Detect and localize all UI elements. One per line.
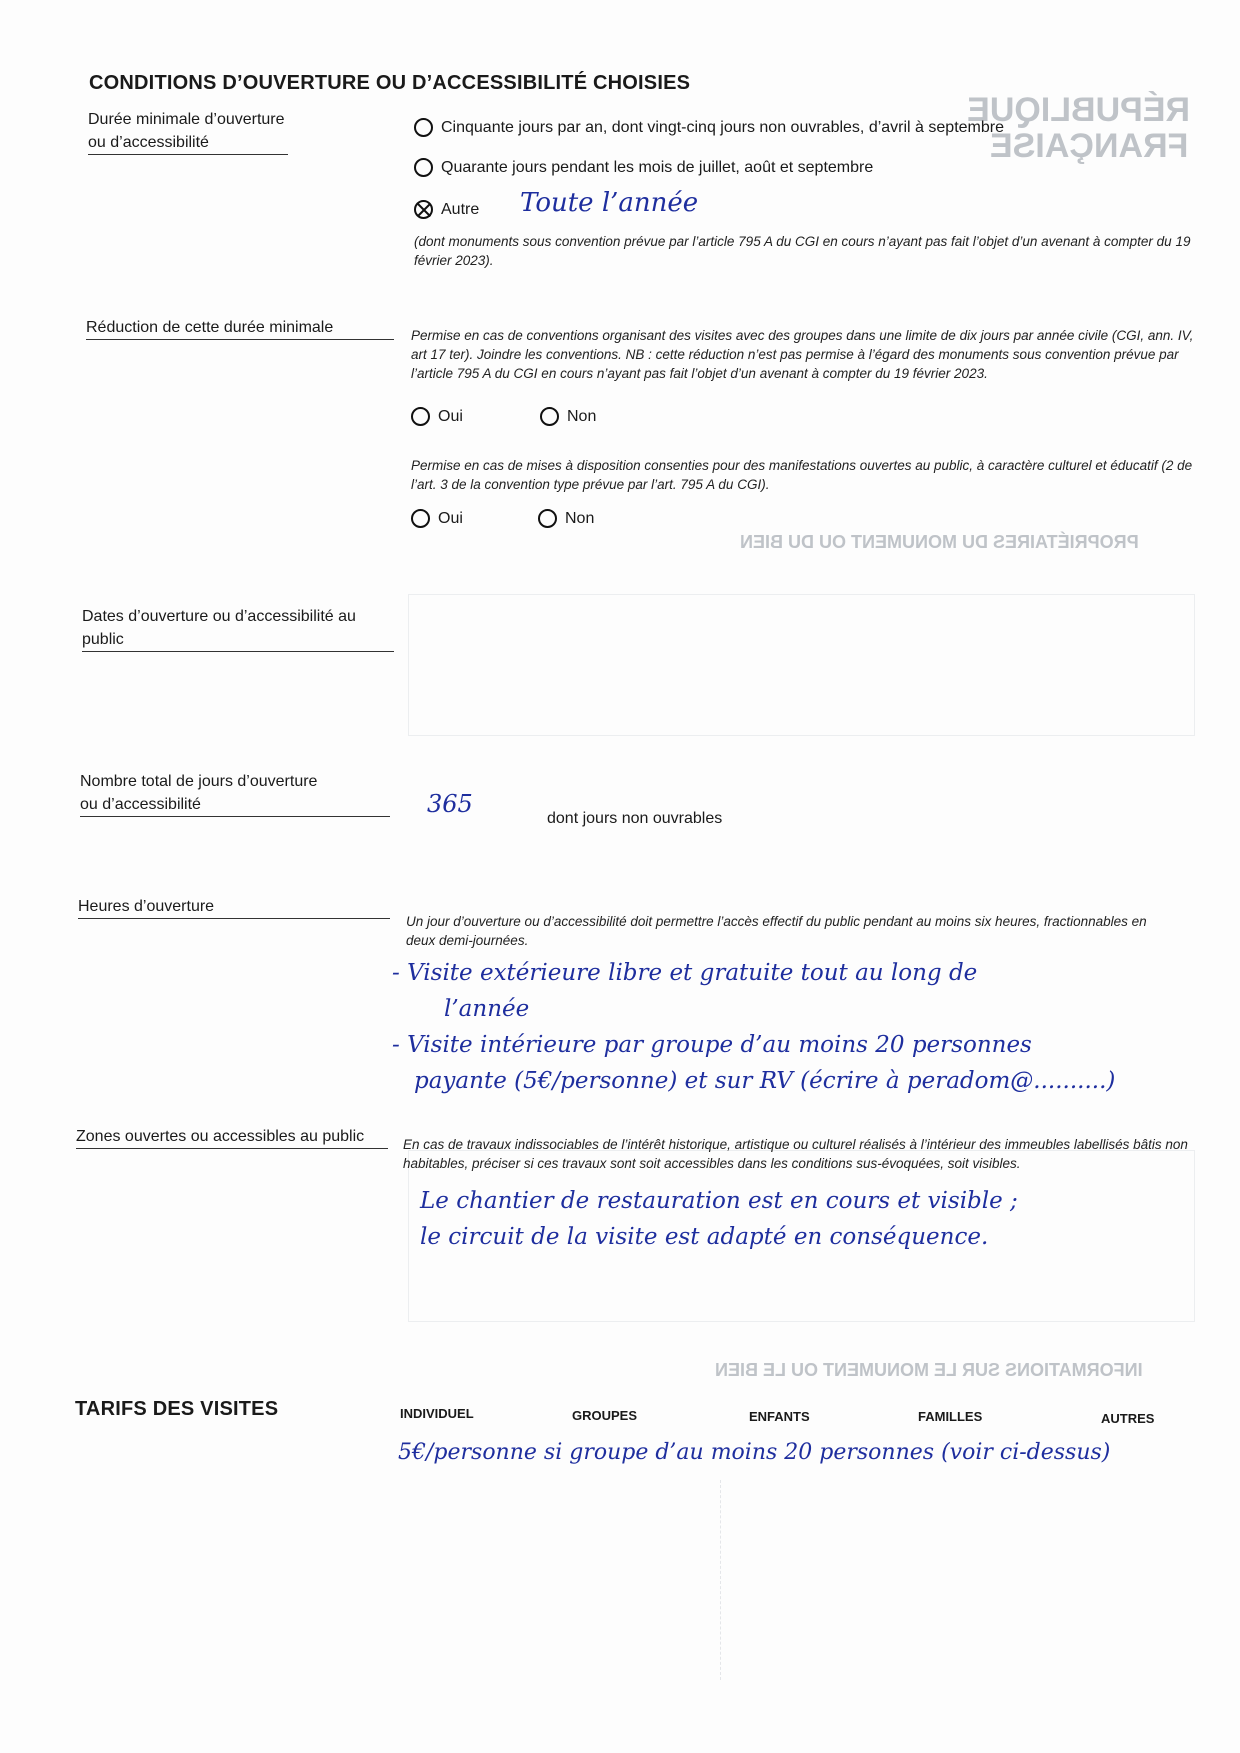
reduction-oui-1[interactable]: [411, 407, 463, 426]
duree-option-autre[interactable]: [414, 200, 479, 219]
radio-reduction-oui-2[interactable]: [411, 509, 430, 528]
non-ouvrables-label: dont jours non ouvrables: [547, 810, 723, 827]
autre-handwritten-value: Toute l’année: [520, 188, 699, 218]
reduction-oui-2-label: Oui: [438, 509, 463, 527]
heures-hand-line-4: payante (5€/personne) et sur RV (écrire à peradom@..........): [414, 1068, 1116, 1094]
reduction-oui-2[interactable]: [411, 509, 463, 528]
tarifs-col-autres: AUTRES: [1101, 1411, 1155, 1426]
zones-hand-line-2: le circuit de la visite est adapté en conséquence.: [420, 1224, 989, 1250]
duree-option-cinquante[interactable]: [414, 118, 1004, 137]
reduction-note-2: Permise en cas de mises à disposition consenties pour des manifestations ouvertes au public, à caractère culturel et éducatif (2 de l’art. 3 de la convention type prévue par l’art. 795 A du CGI).: [411, 458, 1193, 492]
dates-field[interactable]: [410, 596, 1200, 686]
bleed-through-proprietaires: PROPRIÉTAIRES DU MONUMENT OU DU BIEN: [740, 532, 1139, 552]
reduction-oui-1-label: Oui: [438, 407, 463, 425]
nombre-value: 365: [427, 790, 473, 818]
duree-label: Durée minimale d’ouverture ou d’accessibilité: [88, 108, 288, 155]
bleed-through-republique: RÉPUBLIQUE FRANÇAISE: [967, 91, 1190, 165]
option-cinquante-label: Cinquante jours par an, dont vingt-cinq jours non ouvrables, d’avril à septembre: [441, 118, 1004, 136]
reduction-non-2-label: Non: [565, 509, 595, 527]
zones-handwritten: [420, 1183, 1200, 1255]
bleed-through-handwriting: [720, 1480, 1141, 1680]
tarifs-col-familles: FAMILLES: [918, 1409, 983, 1424]
reduction-label: Réduction de cette durée minimale: [86, 316, 394, 340]
duree-option-quarante[interactable]: [414, 158, 873, 177]
reduction-note-1: Permise en cas de conventions organisant des visites avec des groupes dans une limite de dix jours par année civile (CGI, ann. IV, art 17 ter). Joindre les conventions. NB : cette réduction n’est pas permise à l’égard des monuments sous convention prévue par l’article 795 A du CGI en cours n’ayant pas fait l’objet d’un avenant à compter du 19 février 2023.: [411, 328, 1194, 381]
zones-hand-line-1: Le chantier de restauration est en cours et visible ;: [420, 1188, 1018, 1214]
zones-label: Zones ouvertes ou accessibles au public: [76, 1125, 388, 1149]
radio-cinquante[interactable]: [414, 118, 433, 137]
reduction-non-1[interactable]: [540, 407, 596, 426]
zones-note: En cas de travaux indissociables de l’intérêt historique, artistique ou culturel réalisés à l’intérieur des immeubles labellisés bâtis non habitables, préciser si ces travaux sont soit accessibles dans les conditions sus-évoquées, soit visibles.: [403, 1137, 1188, 1171]
radio-reduction-oui-1[interactable]: [411, 407, 430, 426]
option-autre-label: Autre: [441, 200, 480, 218]
radio-reduction-non-1[interactable]: [540, 407, 559, 426]
reduction-non-1-label: Non: [567, 407, 597, 425]
tarifs-col-enfants: ENFANTS: [749, 1409, 810, 1424]
dates-label: Dates d’ouverture ou d’accessibilité au public: [82, 605, 394, 652]
autre-note: (dont monuments sous convention prévue par l’article 795 A du CGI en cours n’ayant pas fait l’objet d’un avenant à compter du 19 février 2023).: [414, 234, 1191, 268]
non-ouvrables-field[interactable]: [770, 800, 890, 828]
tarifs-handwritten: 5€/personne si groupe d’au moins 20 personnes (voir ci-dessus): [398, 1440, 1111, 1465]
heures-note: Un jour d’ouverture ou d’accessibilité doit permettre l’accès effectif du public pendant au moins six heures, fractionnables en deux demi-journées.: [406, 914, 1147, 948]
section-title: CONDITIONS D’OUVERTURE OU D’ACCESSIBILITÉ CHOISIES: [89, 72, 691, 94]
nombre-label: Nombre total de jours d’ouverture ou d’accessibilité: [80, 770, 390, 817]
tarifs-title: TARIFS DES VISITES: [75, 1398, 279, 1420]
radio-quarante[interactable]: [414, 158, 433, 177]
heures-hand-line-1: - Visite extérieure libre et gratuite tout au long de: [392, 960, 978, 986]
heures-label: Heures d’ouverture: [78, 895, 390, 919]
bleed-through-informations: INFORMATIONS SUR LE MONUMENT OU LE BIEN: [715, 1360, 1143, 1380]
tarifs-col-groupes: GROUPES: [572, 1408, 638, 1423]
radio-autre-checked[interactable]: [414, 200, 433, 219]
heures-hand-line-2: l’année: [444, 996, 530, 1022]
reduction-non-2[interactable]: [538, 509, 594, 528]
heures-hand-line-3: - Visite intérieure par groupe d’au moins 20 personnes: [392, 1032, 1032, 1058]
radio-reduction-non-2[interactable]: [538, 509, 557, 528]
heures-handwritten: [392, 955, 1212, 1099]
option-quarante-label: Quarante jours pendant les mois de juillet, août et septembre: [441, 158, 874, 176]
tarifs-col-individuel: INDIVIDUEL: [400, 1406, 474, 1421]
